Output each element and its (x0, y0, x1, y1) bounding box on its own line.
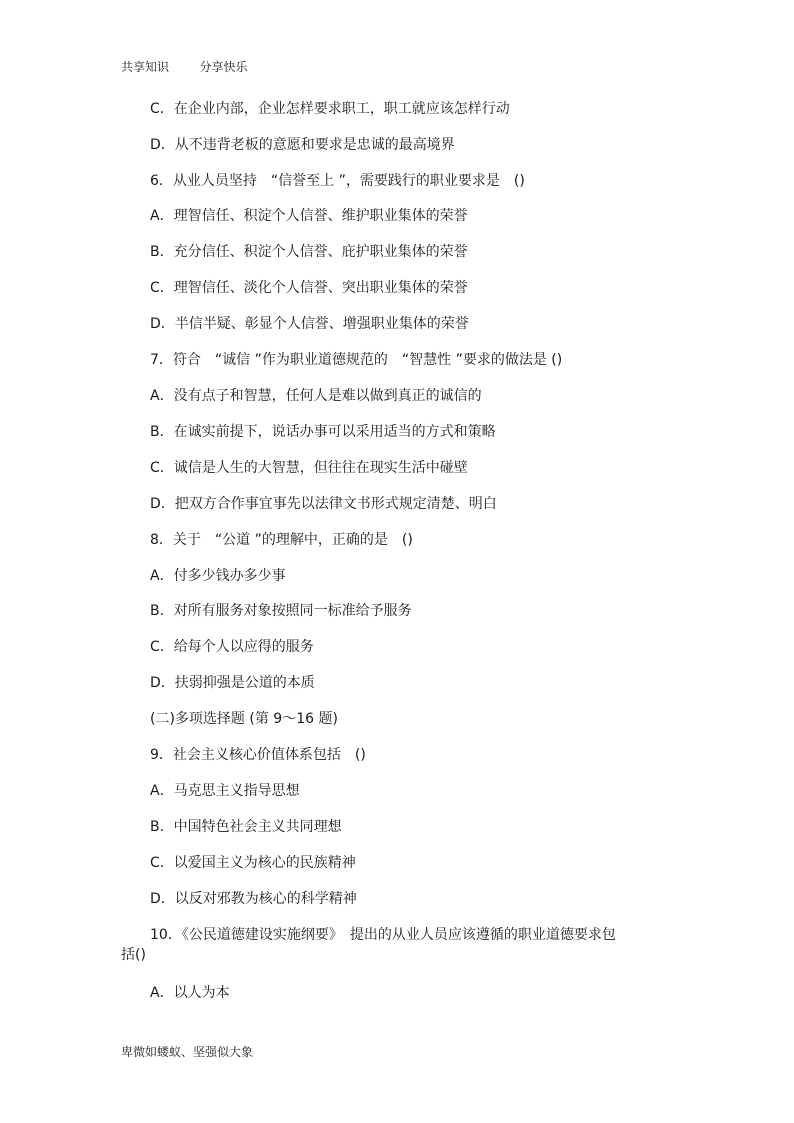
page-header (121, 58, 248, 75)
option-line: B．充分信任、积淀个人信誉、庇护职业集体的荣誉 (150, 244, 468, 260)
option-line: A．理智信任、积淀个人信誉、维护职业集体的荣誉 (150, 208, 468, 224)
option-line: C．给每个人以应得的服务 (150, 639, 314, 655)
option-line: A．付多少钱办多少事 (150, 568, 286, 584)
question-line: 7．符合 “诚信 ”作为职业道德规范的 “智慧性 ”要求的做法是 () (150, 352, 563, 368)
page-footer: 卑微如蝼蚁、坚强似大象 (121, 1045, 254, 1059)
option-line: D．扶弱抑强是公道的本质 (150, 675, 315, 691)
question-line: 6．从业人员坚持 “信誉至上 ”，需要践行的职业要求是 () (150, 173, 525, 189)
question-line: 9．社会主义核心价值体系包括 () (150, 747, 366, 763)
section-heading: (二)多项选择题 (第 9～16 题) (150, 711, 338, 727)
question-line-continuation: 括() (121, 947, 146, 963)
option-line: C．诚信是人生的大智慧，但往往在现实生活中碰壁 (150, 460, 468, 476)
option-line: A．以人为本 (150, 985, 230, 1001)
option-line: A．没有点子和智慧，任何人是难以做到真正的诚信的 (150, 388, 482, 404)
header-right-text: 分享快乐 (199, 60, 248, 74)
option-line: D．半信半疑、彰显个人信誉、增强职业集体的荣誉 (150, 316, 469, 332)
option-line: D．以反对邪教为核心的科学精神 (150, 891, 357, 907)
question-line: 8．关于 “公道 ”的理解中，正确的是 () (150, 532, 413, 548)
option-line: B．中国特色社会主义共同理想 (150, 819, 342, 835)
option-line: C．以爱国主义为核心的民族精神 (150, 855, 356, 871)
option-line: C．在企业内部，企业怎样要求职工，职工就应该怎样行动 (150, 101, 510, 117)
option-line: B．对所有服务对象按照同一标准给予服务 (150, 603, 412, 619)
option-line: D．从不违背老板的意愿和要求是忠诚的最高境界 (150, 137, 455, 153)
option-line: B．在诚实前提下，说话办事可以采用适当的方式和策略 (150, 424, 496, 440)
option-line: C．理智信任、淡化个人信誉、突出职业集体的荣誉 (150, 280, 468, 296)
option-line: D．把双方合作事宜事先以法律文书形式规定清楚、明白 (150, 496, 497, 512)
option-line: A．马克思主义指导思想 (150, 783, 300, 799)
header-left-text: 共享知识 (121, 60, 170, 74)
question-line: 10．《公民道德建设实施纲要》 提出的从业人员应该遵循的职业道德要求包 (150, 927, 616, 943)
